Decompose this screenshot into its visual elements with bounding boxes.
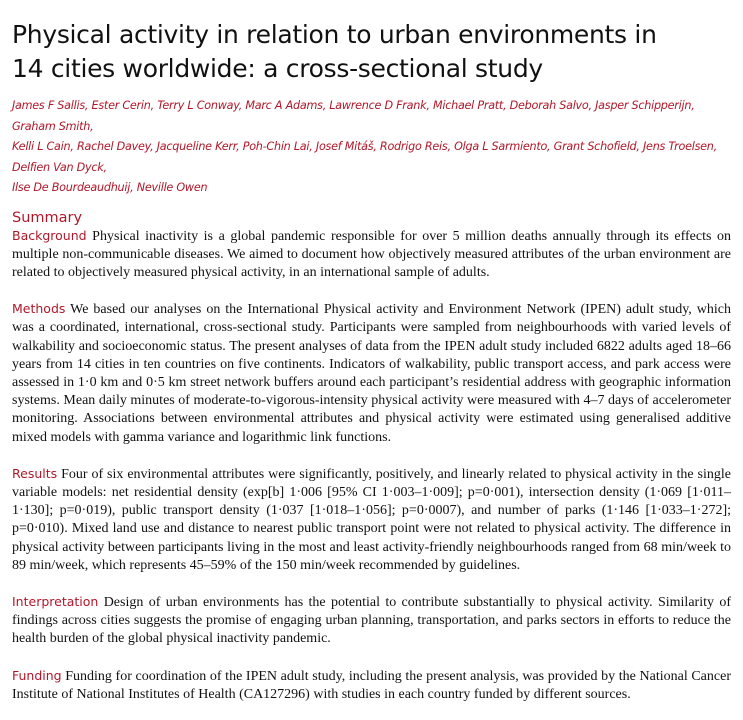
interpretation-label: Interpretation [12, 593, 99, 609]
funding-text: Funding for coordination of the IPEN adult study, including the present analysis, was provided by the National Cancer Institute of National Institutes of Health (CA127296) with studies in each country funded by different sources. [12, 668, 731, 702]
author-list [12, 96, 731, 199]
background-label: Background [12, 227, 87, 243]
results-section [12, 465, 731, 575]
results-label: Results [12, 465, 58, 481]
funding-label: Funding [12, 667, 62, 683]
results-text: Four of six environmental attributes were significantly, positively, and linearly related to physical activity in the single variable models: net residential density (exp[b] 1·006 [95% CI 1·003–1·009]; p=0·001), intersection density (1·069 [1·011–1·130]; p=0·019), public transport density (1·037 [1·018–1·056]; p=0·0007), and number of parks (1·146 [1·033–1·272]; p=0·010). Mixed land use and distance to nearest public transport point were not related to physical activity. The difference in physical activity between participants living in the most and least activity-friendly neighbourhoods ranged from 68 min/week to 89 min/week, which represents 45–59% of the 150 min/week recommended by guidelines. [12, 466, 731, 573]
article-title-line-1: Physical activity in relation to urban environments in [12, 20, 657, 49]
background-text: Physical inactivity is a global pandemic responsible for over 5 million deaths annually through its effects on multiple non-communicable diseases. We aimed to document how objectively measured attributes of the urban environment are related to objectively measured physical activity, in an international sample of adults. [12, 228, 731, 280]
interpretation-section [12, 593, 731, 649]
author-list-line-3: Ilse De Bourdeaudhuij, Neville Owen [12, 181, 208, 194]
methods-text: We based our analyses on the International Physical activity and Environment Network (IPEN) adult study, which was a coordinated, international, cross-sectional study. Participants were sampled from neighbourhoods with varied levels of walkability and socioeconomic status. The present analyses of data from the IPEN adult study included 6822 adults aged 18–66 years from 14 cities in ten countries on five continents. Indicators of walkability, public transport access, and park access were assessed in 1·0 km and 0·5 km street network buffers around each participant’s residential address with geographic information systems. Mean daily minutes of moderate-to-vigorous-intensity physical activity were measured with 4–7 days of accelerometer monitoring. Associations between environmental attributes and physical activity were estimated using generalised additive mixed models with gamma variance and logarithmic link functions. [12, 302, 731, 445]
background-section [12, 227, 731, 283]
article-title [12, 18, 731, 86]
methods-section [12, 300, 731, 447]
summary-heading: Summary [12, 209, 83, 226]
funding-section [12, 667, 731, 704]
article-title-line-2: 14 cities worldwide: a cross-sectional study [12, 54, 543, 83]
author-list-line-1: James F Sallis, Ester Cerin, Terry L Conway, Marc A Adams, Lawrence D Frank, Michael Pratt, Deborah Salvo, Jasper Schipperijn, Graham Smith, [12, 99, 695, 133]
interpretation-text: Design of urban environments has the potential to contribute substantially to physical activity. Similarity of findings across cities suggests the promise of engaging urban planning, transportation, and parks sectors in efforts to reduce the health burden of the global physical inactivity pandemic. [12, 594, 731, 647]
author-list-line-2: Kelli L Cain, Rachel Davey, Jacqueline Kerr, Poh-Chin Lai, Josef Mitáš, Rodrigo Reis, Olga L Sarmiento, Grant Schofield, Jens Troelsen, Delfien Van Dyck, [12, 140, 717, 174]
methods-label: Methods [12, 301, 66, 317]
